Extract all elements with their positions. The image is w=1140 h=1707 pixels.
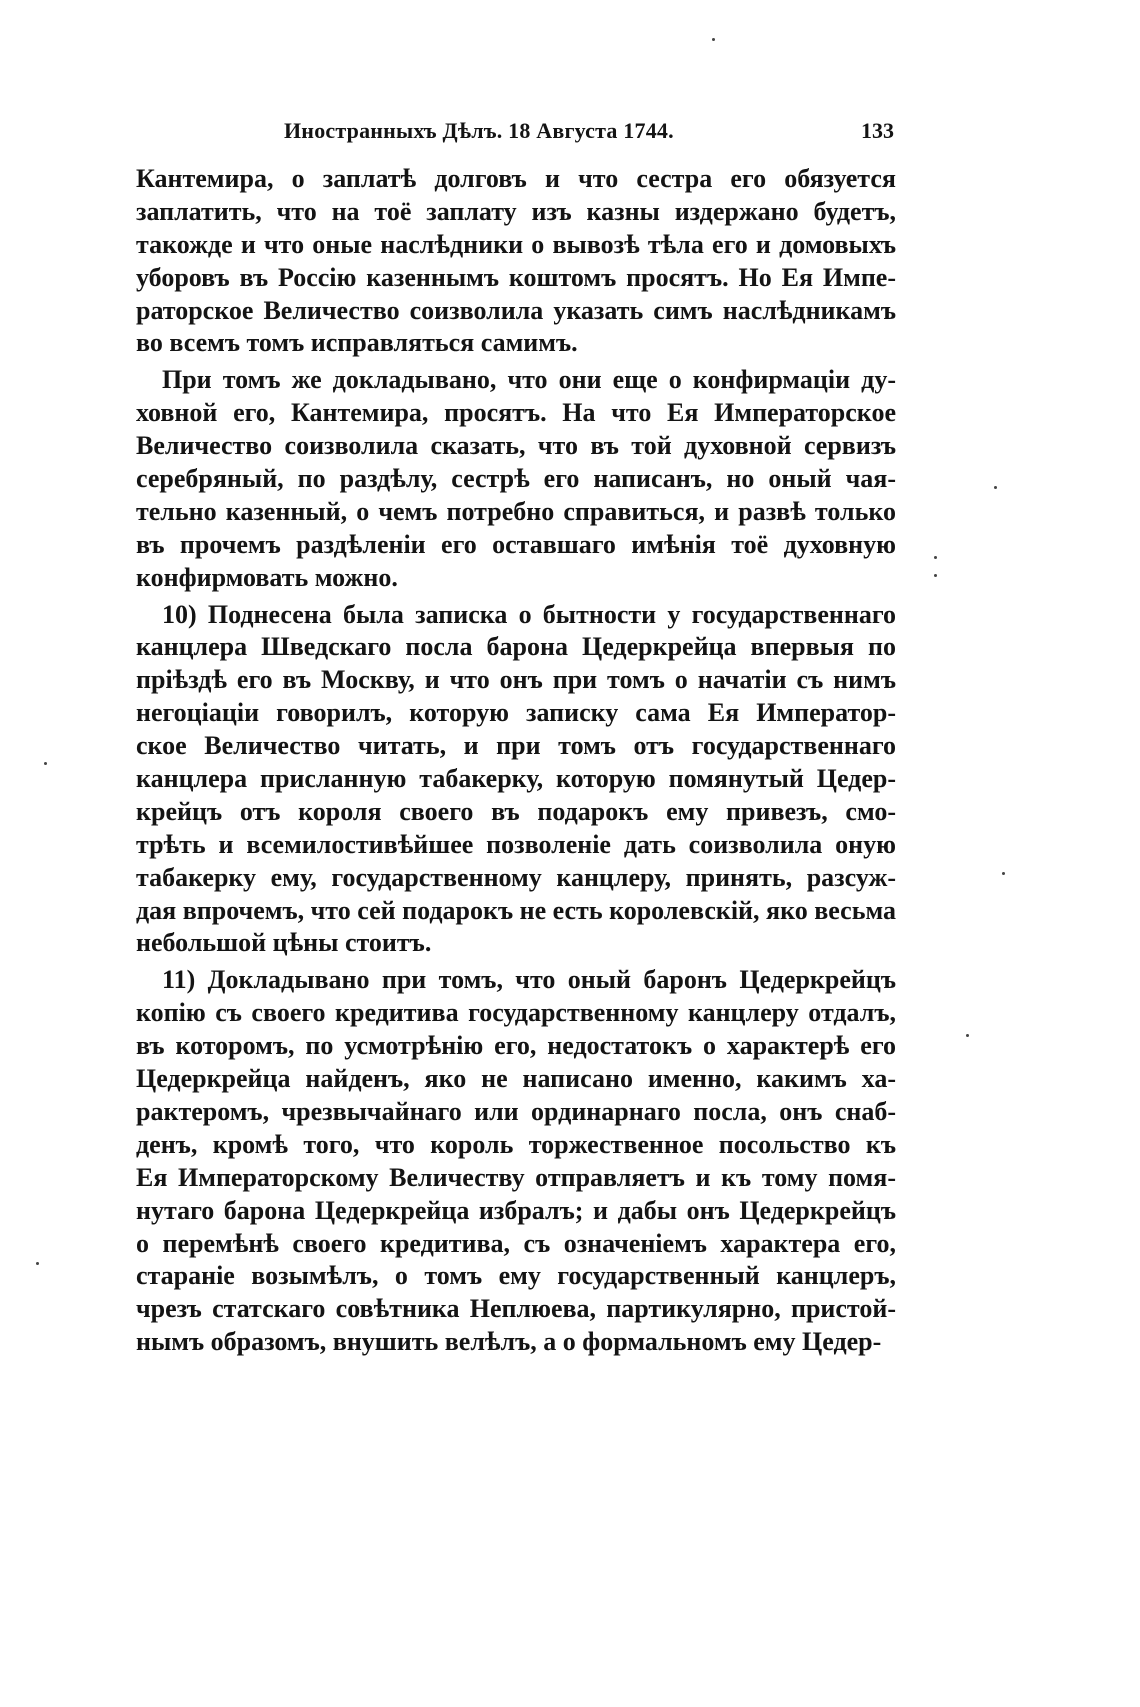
text-line: дая впрочемъ, что сей подарокъ не есть королевскій, яко весьма bbox=[136, 895, 896, 925]
text-line: денъ, кромѣ того, что король торжественное посольство къ bbox=[136, 1129, 896, 1159]
text-line: Кантемира, о заплатѣ долговъ и что сестра его обязуется bbox=[136, 164, 896, 193]
print-speck bbox=[934, 556, 937, 559]
text-line: такожде и что оные наслѣдники о вывозѣ тѣла его и домовыхъ bbox=[136, 229, 896, 259]
text-line: трѣть и всемилостивѣйшее позволеніе дать соизволила оную bbox=[136, 829, 896, 859]
text-line: небольшой цѣны стоитъ. bbox=[136, 928, 432, 958]
text-line: 11) Докладывано при томъ, что оный баронъ Цедеркрейцъ bbox=[162, 965, 896, 995]
text-line: нутаго барона Цедеркрейца избралъ; и дабы онъ Цедеркрейцъ bbox=[136, 1195, 896, 1225]
text-line: ховной его, Кантемира, просятъ. На что Ея Императорское bbox=[136, 398, 896, 428]
text-line: заплатить, что на тоё заплату изъ казны издержано будетъ, bbox=[136, 196, 896, 226]
print-speck bbox=[712, 38, 715, 41]
paragraph bbox=[136, 964, 896, 1359]
text-line: уборовъ въ Россію казеннымъ коштомъ просятъ. Но Ея Импе- bbox=[136, 262, 896, 292]
text-line: ское Величество читать, и при томъ отъ государственнаго bbox=[136, 731, 896, 761]
paragraph bbox=[136, 599, 896, 961]
text-line: Величество соизволила сказать, что въ той духовной сервизъ bbox=[136, 431, 896, 461]
text-line: При томъ же докладывано, что они еще о конфирмаціи ду- bbox=[162, 365, 896, 395]
text-line: о перемѣнѣ своего кредитива, съ означеніемъ характера его, bbox=[136, 1228, 896, 1258]
text-line: во всемъ томъ исправляться самимъ. bbox=[136, 328, 578, 358]
paragraph bbox=[136, 163, 896, 360]
print-speck bbox=[966, 1034, 969, 1037]
text-line: пріѣздѣ его въ Москву, и что онъ при томъ о начатіи съ нимъ bbox=[136, 665, 896, 695]
text-line: копію съ своего кредитива государственному канцлеру отдалъ, bbox=[136, 998, 896, 1028]
text-line: въ которомъ, по усмотрѣнію его, недостатокъ о характерѣ его bbox=[136, 1031, 896, 1061]
text-line: канцлера присланную табакерку, которую помянутый Цедер- bbox=[136, 764, 896, 794]
body-text bbox=[136, 163, 896, 1359]
text-line: рактеромъ, чрезвычайнаго или ординарнаго посла, онъ снаб- bbox=[136, 1096, 896, 1126]
text-line: стараніе возымѣлъ, о томъ ему государственный канцлеръ, bbox=[136, 1261, 896, 1291]
text-line: Цедеркрейца найденъ, яко не написано именно, какимъ ха- bbox=[136, 1064, 896, 1094]
page-number: 133 bbox=[861, 118, 894, 143]
print-speck bbox=[1002, 872, 1005, 875]
text-line: негоціаціи говорилъ, которую записку сама Ея Император- bbox=[136, 698, 896, 728]
print-speck bbox=[994, 486, 997, 489]
text-line: конфирмовать можно. bbox=[136, 562, 398, 592]
text-line: раторское Величество соизволила указать симъ наслѣдникамъ bbox=[136, 295, 896, 325]
text-line: нымъ образомъ, внушить велѣлъ, а о формальномъ ему Цедер- bbox=[136, 1327, 882, 1357]
text-line: крейцъ отъ короля своего въ подарокъ ему привезъ, смо- bbox=[136, 796, 896, 826]
text-line: въ прочемъ раздѣленіи его оставшаго имѣнія тоё духовную bbox=[136, 529, 896, 559]
running-header bbox=[136, 112, 894, 148]
text-line: табакерку ему, государственному канцлеру, принять, разсуж- bbox=[136, 862, 896, 892]
print-speck bbox=[36, 1262, 39, 1265]
text-line: Ея Императорскому Величеству отправляетъ и къ тому помя- bbox=[136, 1162, 896, 1192]
print-speck bbox=[934, 574, 937, 577]
text-line: серебряный, по раздѣлу, сестрѣ его написанъ, но оный чая- bbox=[136, 464, 896, 494]
paragraph bbox=[136, 364, 896, 594]
text-line: канцлера Шведскаго посла барона Цедеркрейца впервыя по bbox=[136, 632, 896, 662]
print-speck bbox=[44, 762, 47, 765]
running-title: Иностранныхъ Дѣлъ. 18 Августа 1744. bbox=[284, 118, 674, 143]
text-line: 10) Поднесена была записка о бытности у государственнаго bbox=[162, 599, 896, 629]
text-line: тельно казенный, о чемъ потребно справиться, и развѣ только bbox=[136, 496, 896, 526]
text-line: чрезъ статскаго совѣтника Неплюева, партикулярно, пристой- bbox=[136, 1294, 896, 1324]
